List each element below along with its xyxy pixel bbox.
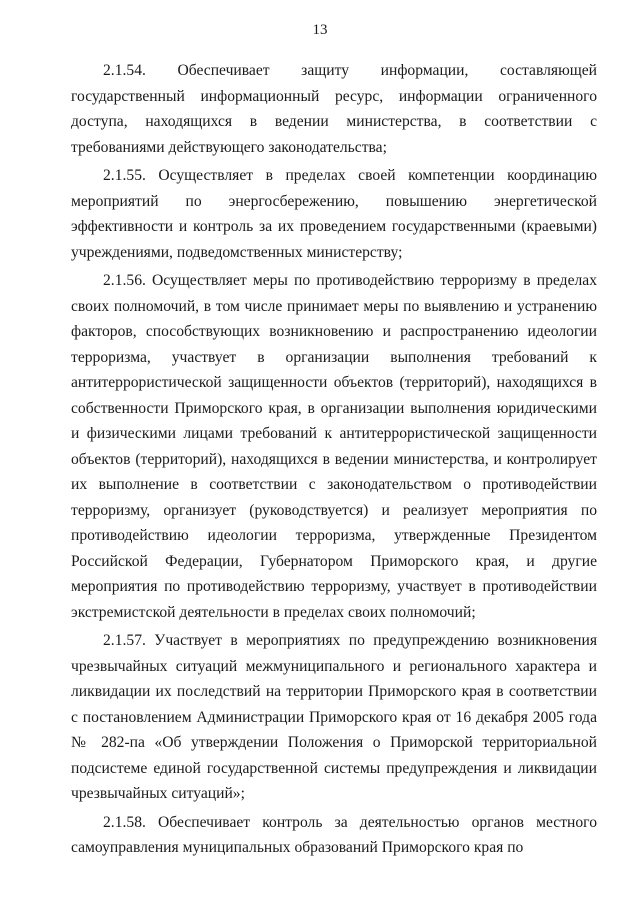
paragraph-2-1-54: 2.1.54. Обеспечивает защиту информации, составляющей государственный информационный ресурс, информации ограниченного доступа, находящихся в ведении министерства, в соответствии с требованиями действующего законодательства; [71,62,597,156]
paragraph-2-1-57: 2.1.57. Участвует в мероприятиях по предупреждению возникновения чрезвычайных ситуаций межмуниципального и регионального характера и ликвидации их последствий на территории Приморского края в соответствии с постановлением Администрации Приморского края от 16 декабря 2005 года № 282-па «Об утверждении Положения о Приморской территориальной подсистеме единой государственной системы предупреждения и ликвидации чрезвычайных ситуаций»; [71,632,597,802]
document-body [71,58,597,864]
paragraph-2-1-56: 2.1.56. Осуществляет меры по противодействию терроризму в пределах своих полномочий, в том числе принимает меры по выявлению и устранению факторов, способствующих возникновению и распространению идеологии терроризма, участвует в организации выполнения требований к антитеррористической защищенности объектов (территорий), находящихся в собственности Приморского края, в организации выполнения юридическими и физическими лицами требований к антитеррористической защищенности объектов (территорий), находящихся в ведении министерства, и контролирует их выполнение в соответствии с законодательством о противодействии терроризму, организует (руководствуется) и реализует мероприятия по противодействию идеологии терроризма, утвержденные Президентом Российской Федерации, Губернатором Приморского края, и другие мероприятия по противодействию терроризму, участвует в противодействии экстремистской деятельности в пределах своих полномочий; [71,272,597,621]
paragraph-2-1-58: 2.1.58. Обеспечивает контроль за деятельностью органов местного самоуправления муниципальных образований Приморского края по [71,813,597,856]
page-number: 13 [312,22,328,38]
paragraph-2-1-55: 2.1.55. Осуществляет в пределах своей компетенции координацию мероприятий по энергосбережению, повышению энергетической эффективности и контроль за их проведением государственными (краевыми) учреждениями, подведомственных министерству; [71,167,597,261]
